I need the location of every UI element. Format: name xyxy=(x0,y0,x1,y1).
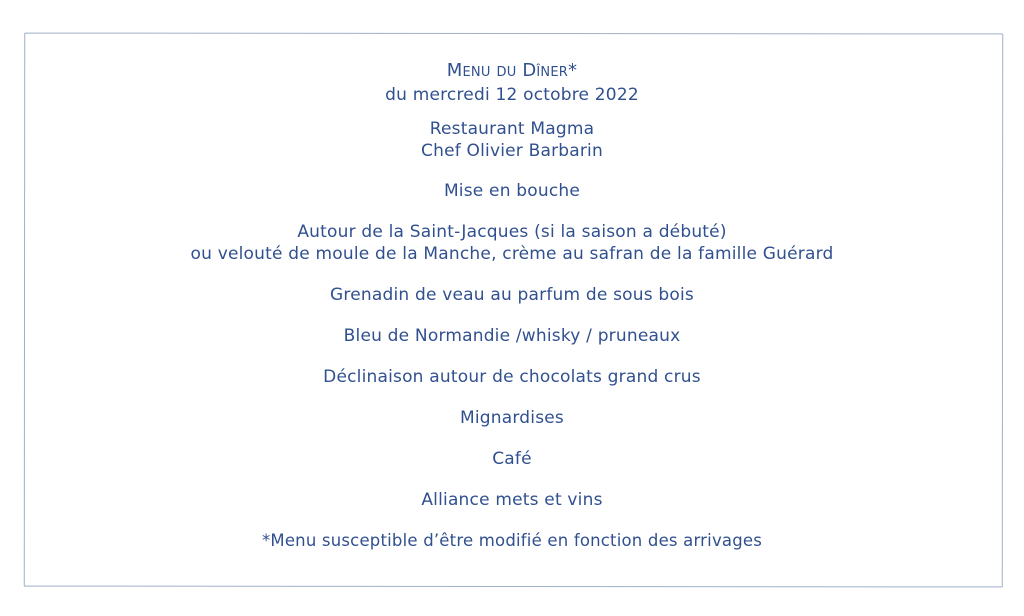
course-line: Déclinaison autour de chocolats grand crus xyxy=(323,367,701,387)
menu-header xyxy=(0,58,1024,108)
course-cafe xyxy=(0,448,1024,470)
course-fromage xyxy=(0,325,1024,347)
course-line: Grenadin de veau au parfum de sous bois xyxy=(330,285,694,305)
course-mise-en-bouche xyxy=(0,180,1024,202)
menu-footnote: *Menu susceptible d’être modifié en fonction des arrivages xyxy=(261,531,763,550)
course-dessert xyxy=(0,366,1024,388)
course-plat xyxy=(0,284,1024,306)
course-line: Mise en bouche xyxy=(443,181,581,201)
course-line: Mignardises xyxy=(460,408,564,428)
course-line: Bleu de Normandie /whisky / pruneaux xyxy=(343,326,681,346)
restaurant-block xyxy=(0,118,1024,162)
course-line: Alliance mets et vins xyxy=(421,490,603,510)
course-alliance-mets-vins xyxy=(0,489,1024,511)
course-line: Café xyxy=(492,449,532,469)
chef-name: Chef Olivier Barbarin xyxy=(421,141,603,161)
restaurant-name: Restaurant Magma xyxy=(429,119,595,139)
menu-content xyxy=(0,58,1024,552)
course-mignardises xyxy=(0,407,1024,429)
course-entree xyxy=(0,221,1024,265)
course-line: Autour de la Saint-Jacques (si la saison a débuté) xyxy=(297,222,727,242)
menu-date: du mercredi 12 octobre 2022 xyxy=(385,85,639,105)
course-line: ou velouté de moule de la Manche, crème au safran de la famille Guérard xyxy=(190,244,834,264)
menu-title: Menu du Dîner* xyxy=(446,60,578,81)
course-list xyxy=(0,180,1024,511)
